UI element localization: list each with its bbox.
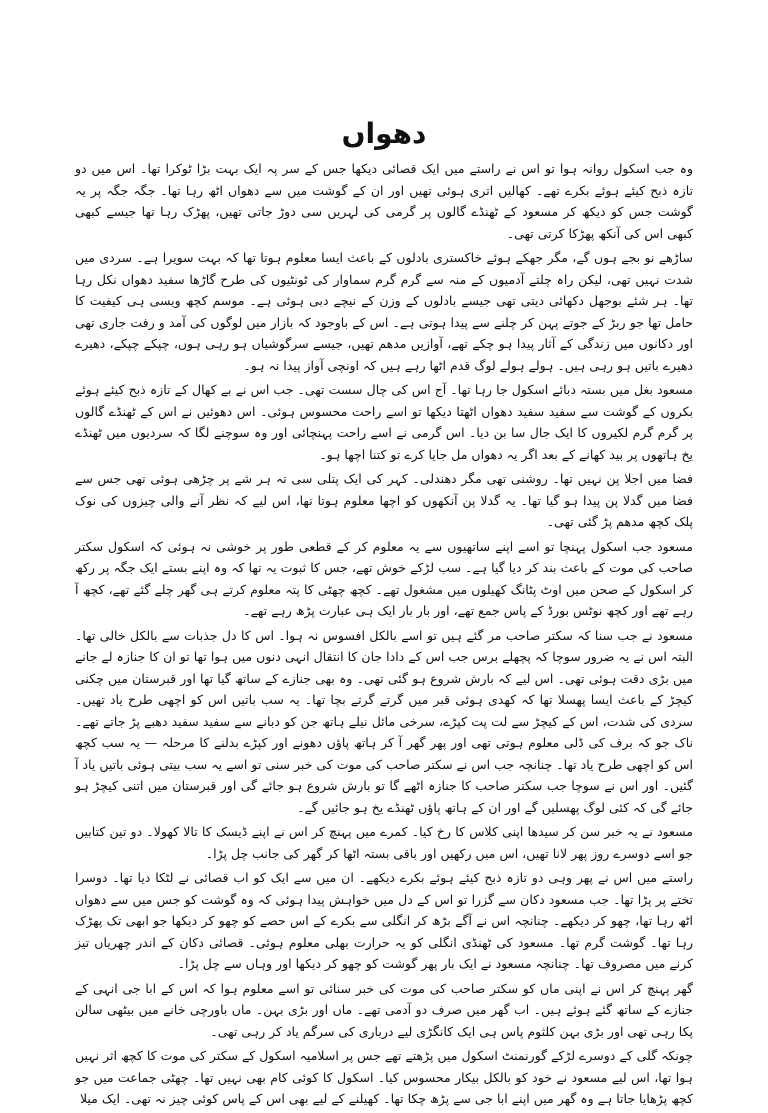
paragraph: مسعود بغل میں بستہ دبائے اسکول جا رہا تھا۔ آج اس کی چال سست تھی۔ جب اس نے بے کھال کے تازہ ذبح کیئے ہوئے بکروں کے گوشت سے سفید سفید دھواں اٹھتا دیکھا تو اسے راحت محسوس ہوئی۔ اس دھوئیں نے اس کے ٹھنڈے گالوں پر گرم گرم لکیروں کا ایک جال سا بن دیا۔ اس گرمی نے اسے راحت پہنچائی اور وہ سوچنے لگا کہ سردیوں میں ٹھنڈے یخ ہاتھوں پر بید کھانے کے بعد اگر یہ دھواں مل جایا کرے تو کتنا اچھا ہو۔ (75, 382, 693, 462)
paragraph: مسعود نے یہ خبر سن کر سیدھا اپنی کلاس کا رخ کیا۔ کمرے میں پہنچ کر اس نے اپنے ڈیسک کا تالا کھولا۔ دو تین کتابیں جو اسے دوسرے روز پھر لانا تھیں، اس میں رکھیں اور باقی بستہ اٹھا کر گھر کی جانب چل پڑا۔ (75, 824, 693, 861)
paragraph: راستے میں اس نے پھر وہی دو تازہ ذبح کیئے ہوئے بکرے دیکھے۔ ان میں سے ایک کو اب قصائی نے لٹکا دیا تھا۔ دوسرا تختے پر پڑا تھا۔ جب مسعود دکان سے گزرا تو اس کے دل میں خواہش پیدا ہوئی کہ وہ گوشت کو جس میں سے دھواں اٹھ رہا تھا، چھو کر دیکھے۔ چنانچہ اس نے آگے بڑھ کر انگلی سے بکرے کے اس حصے کو چھو کر دیکھا جو ابھی تک پھڑک رہا تھا۔ گوشت گرم تھا۔ مسعود کی ٹھنڈی انگلی کو یہ حرارت بھلی معلوم ہوئی۔ قصائی دکان کے اندر چھریاں تیز کرنے میں مصروف تھا۔ چنانچہ مسعود نے ایک بار پھر گوشت کو چھو کر دیکھا اور وہاں سے چل پڑا۔ (75, 870, 693, 971)
paragraph: ساڑھے نو بجے ہوں گے، مگر جھکے ہوئے خاکستری بادلوں کے باعث ایسا معلوم ہوتا تھا کہ بہت سویرا ہے۔ سردی میں شدت نہیں تھی، لیکن راہ چلتے آدمیوں کے منہ سے گرم گرم سماوار کی ٹونٹیوں کی طرح گاڑھا سفید دھواں نکل رہا تھا۔ ہر شئے بوجھل دکھائی دیتی تھی جیسے بادلوں کے وزن کے نیچے دبی ہوئی ہے۔ موسم کچھ ویسی ہی کیفیت کا حامل تھا جو ربڑ کے جوتے پہن کر چلنے سے پیدا ہوتی ہے۔ اس کے باوجود کہ بازار میں لوگوں کی آمد و رفت جاری تھی اور دکانوں میں زندگی کے آثار پیدا ہو چکے تھے، آوازیں مدھم تھیں، جیسے سرگوشیاں ہو رہی ہوں، چپکے چپکے، دھیرے دھیرے باتیں ہو رہی ہیں۔ ہولے ہولے لوگ قدم اٹھا رہے ہیں کہ اونچی آواز پیدا نہ ہو۔ (75, 250, 693, 373)
paragraph: مسعود جب اسکول پہنچا تو اسے اپنے ساتھیوں سے یہ معلوم کر کے قطعی طور پر خوشی نہ ہوئی کہ اسکول سکتر صاحب کی موت کے باعث بند کر دیا گیا ہے۔ سب لڑکے خوش تھے، جس کا ثبوت یہ تھا کہ وہ اپنے بستے ایک جگہ پر رکھ کر اسکول کے صحن میں اوٹ پٹانگ کھیلوں میں مشغول تھے۔ کچھ چھٹی کا پتہ معلوم کرتے ہی گھر چلے گئے تھے، کچھ آ رہے تھے اور کچھ نوٹس بورڈ کے پاس جمع تھے، اور بار بار ایک ہی عبارت پڑھ رہے تھے۔ (75, 538, 693, 618)
paragraph: چونکہ گلی کے دوسرے لڑکے گورنمنٹ اسکول میں پڑھتے تھے جس پر اسلامیہ اسکول کے سکتر کی موت کا کچھ اثر نہیں ہوا تھا، اس لیے مسعود نے خود کو بالکل بیکار محسوس کیا۔ اسکول کا کوئی کام بھی نہیں تھا۔ چھٹی جماعت میں جو کچھ پڑھایا جاتا ہے وہ گھر میں اپنے ابا جی سے پڑھ چکا تھا۔ کھیلنے کے لیے بھی اس کے پاس کوئی چیز نہ تھی۔ ایک میلا (75, 1048, 693, 1106)
paragraph: مسعود نے جب سنا کہ سکتر صاحب مر گئے ہیں تو اسے بالکل افسوس نہ ہوا۔ اس کا دل جذبات سے بالکل خالی تھا۔ البتہ اس نے یہ ضرور سوچا کہ پچھلے برس جب اس کے دادا جان کا انتقال انہی دنوں میں ہوا تھا تو ان کا جنازہ لے جانے میں بڑی دقت ہوئی تھی۔ اس لیے کہ بارش شروع ہو گئی تھی۔ وہ بھی جنازے کے ساتھ گیا تھا اور قبرستان میں چکنی کیچڑ کے باعث ایسا پھسلا تھا کہ کھدی ہوئی قبر میں گرتے گرتے بچا تھا۔ یہ سب باتیں اس کو اچھی طرح یاد تھیں۔ سردی کی شدت، اس کے کیچڑ سے لت پت کپڑے، سرخی مائل نیلے ہاتھ جن کو دبانے سے سفید سفید دھبے پڑ جاتے تھے۔ ناک جو کہ برف کی ڈلی معلوم ہوتی تھی اور پھر گھر آ کر ہاتھ پاؤں دھونے اور کپڑے بدلنے کا مرحلہ — یہ سب کچھ اس کو اچھی طرح یاد تھا۔ چنانچہ جب اس نے سکتر صاحب کی موت کی خبر سنی تو اسے یہ سب بیتی ہوئی باتیں یاد آ گئیں۔ اور اس نے سوچا جب سکتر صاحب کا جنازہ اٹھے گا تو بارش شروع ہو جائے گی اور قبرستان میں اتنی کیچڑ ہو جائے گی کہ کئی لوگ پھسلیں گے اور ان کے ہاتھ پاؤں ٹھنڈے یخ ہو جائیں گے۔ (75, 627, 693, 815)
document-title: دھواں (341, 117, 427, 150)
document-body (75, 158, 693, 1113)
paragraph: فضا میں اجلا پن نہیں تھا۔ روشنی تھی مگر دھندلی۔ کہر کی ایک پتلی سی تہ ہر شے پر چڑھی ہوئی تھی جس سے فضا میں گدلا پن پیدا ہو گیا تھا۔ یہ گدلا پن آنکھوں کو اچھا معلوم ہوتا تھا، اس لیے کہ نظر آنے والی چیزوں کی نوک پلک کچھ مدھم پڑ گئی تھی۔ (75, 471, 693, 529)
paragraph: گھر پہنچ کر اس نے اپنی ماں کو سکتر صاحب کی موت کی خبر سنائی تو اسے معلوم ہوا کہ اس کے ابا جی انہی کے جنازے کے ساتھ گئے ہوئے ہیں۔ اب گھر میں صرف دو آدمی تھے۔ ماں اور بڑی بہن۔ ماں باورچی خانے میں بیٹھی سالن پکا رہی تھی اور بڑی بہن کلثوم پاس ہی ایک کانگڑی لیے درباری کی سرگم یاد کر رہی تھی۔ (75, 980, 693, 1039)
paragraph: وہ جب اسکول روانہ ہوا تو اس نے راستے میں ایک قصائی دیکھا جس کے سر پہ ایک بہت بڑا ٹوکرا تھا۔ اس میں دو تازہ ذبح کیئے ہوئے بکرے تھے۔ کھالیں اتری ہوئی تھیں اور ان کے گوشت میں سے دھواں اٹھ رہا تھا۔ جگہ جگہ پر یہ گوشت جس کو دیکھ کر مسعود کے ٹھنڈے گالوں پر گرمی کی لہریں سی دوڑ جاتی تھیں، پھڑک رہا تھا جیسے کبھی کبھی اس کی آنکھ پھڑکا کرتی تھی۔ (75, 161, 693, 241)
